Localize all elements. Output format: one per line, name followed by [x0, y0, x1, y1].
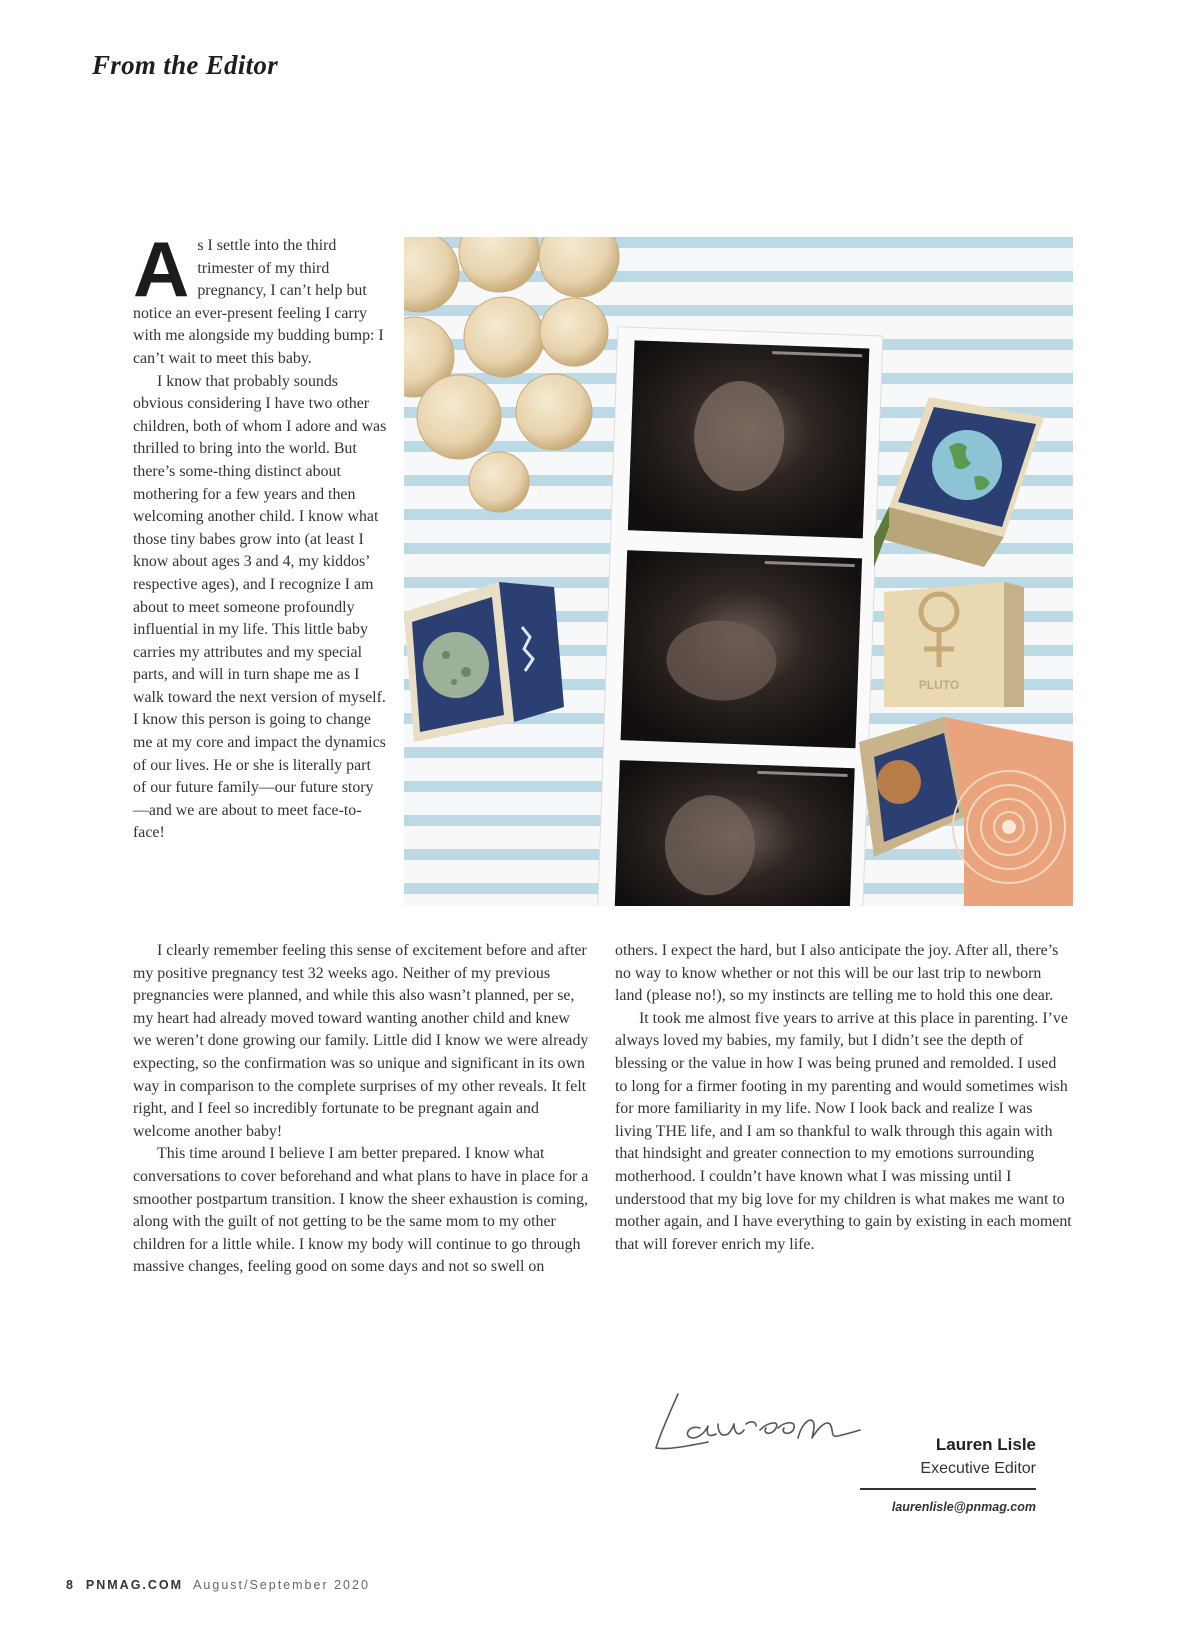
- article-column-right: [615, 940, 1072, 1256]
- page-footer: [66, 1578, 370, 1592]
- handwritten-signature: [648, 1372, 888, 1462]
- article-column-top-left: [133, 225, 388, 845]
- paragraph-5: It took me almost five years to arrive at this place in parenting. I’ve always loved my babies, my family, but I didn’t see the depth of blessing or the value in how I was being pruned and remolded. I used to long for a firmer footing in my parenting and would sometimes wish for more familiarity in my life. Now I look back and realize I was living THE life, and I am so thankful to walk through this again with that hindsight and greater connection to my emotions surrounding motherhood. I couldn’t have known what I was missing until I understood that my big love for my children is what makes me want to mother again, and I have everything to gain by existing in each moment that will forever enrich my life.: [615, 1009, 1072, 1253]
- ultrasound-photo: [404, 237, 1073, 906]
- paragraph-intro: [133, 225, 388, 371]
- paragraph-4-continued: others. I expect the hard, but I also anticipate the joy. After all, there’s no way to know whether or not this will be our last trip to newborn land (please no!), so my instincts are telling me to hold this one dear.: [615, 942, 1059, 1005]
- drop-cap: A: [133, 225, 190, 313]
- article-column-bottom-left: [133, 940, 591, 1279]
- signer-email: laurenlisle@pnmag.com: [891, 1500, 1036, 1514]
- footer-site: PNMAG.COM: [85, 1578, 184, 1592]
- paragraph-4: This time around I believe I am better prepared. I know what conversations to cover beforehand and what plans to have in place for a smoother postpartum transition. I know the sheer exhaustion is coming, along with the guilt of not getting to be the same mom to my other children for a little while. I know my body will continue to go through massive changes, feeling good on some days and not so swell on: [133, 1145, 589, 1276]
- ultrasound-strip: [597, 327, 883, 906]
- pluto-block: [884, 582, 1024, 707]
- signer-name: Lauren Lisle: [935, 1435, 1036, 1454]
- footer-issue: August/September 2020: [193, 1578, 370, 1592]
- signer-title: Executive Editor: [920, 1460, 1036, 1477]
- paragraph-2: I know that probably sounds obvious considering I have two other children, both of whom I adore and was thrilled to bring into the world. But there’s some-thing distinct about mothering for a few years and then welcoming another child. I know what those tiny babes grow into (at least I know about ages 3 and 4, my kiddos’ respective ages), and I recognize I am about to meet someone profoundly influential in my life. This little baby carries my attributes and my special parts, and will in turn shape me as I walk toward the next version of myself. I know this person is going to change me at my core and impact the dynamics of our lives. He or she is literally part of our future family—our future story—and we are about to meet face-to-face!: [133, 372, 387, 842]
- section-title: From the Editor: [92, 50, 279, 80]
- pluto-block-label: PLUTO: [918, 678, 960, 692]
- page-number: 8: [66, 1578, 75, 1592]
- paragraph-intro-text: s I settle into the third trimester of my third pregnancy, I can’t help but notice an ever-present feeling I carry with me alongside my budding bump: I can’t wait to meet this baby.: [133, 237, 384, 367]
- signature-divider: [860, 1488, 1036, 1490]
- paragraph-3: I clearly remember feeling this sense of excitement before and after my positive pregnancy test 32 weeks ago. Neither of my previous pregnancies were planned, and while this also wasn’t planned, per se, my heart had already moved toward wanting another child and knew we weren’t done growing our family. Little did I know we were already expecting, so the confirmation was so unique and significant in its own way in comparison to the complete surprises of my other reveals. It felt right, and I feel so incredibly fortunate to be pregnant again and welcome another baby!: [133, 942, 589, 1140]
